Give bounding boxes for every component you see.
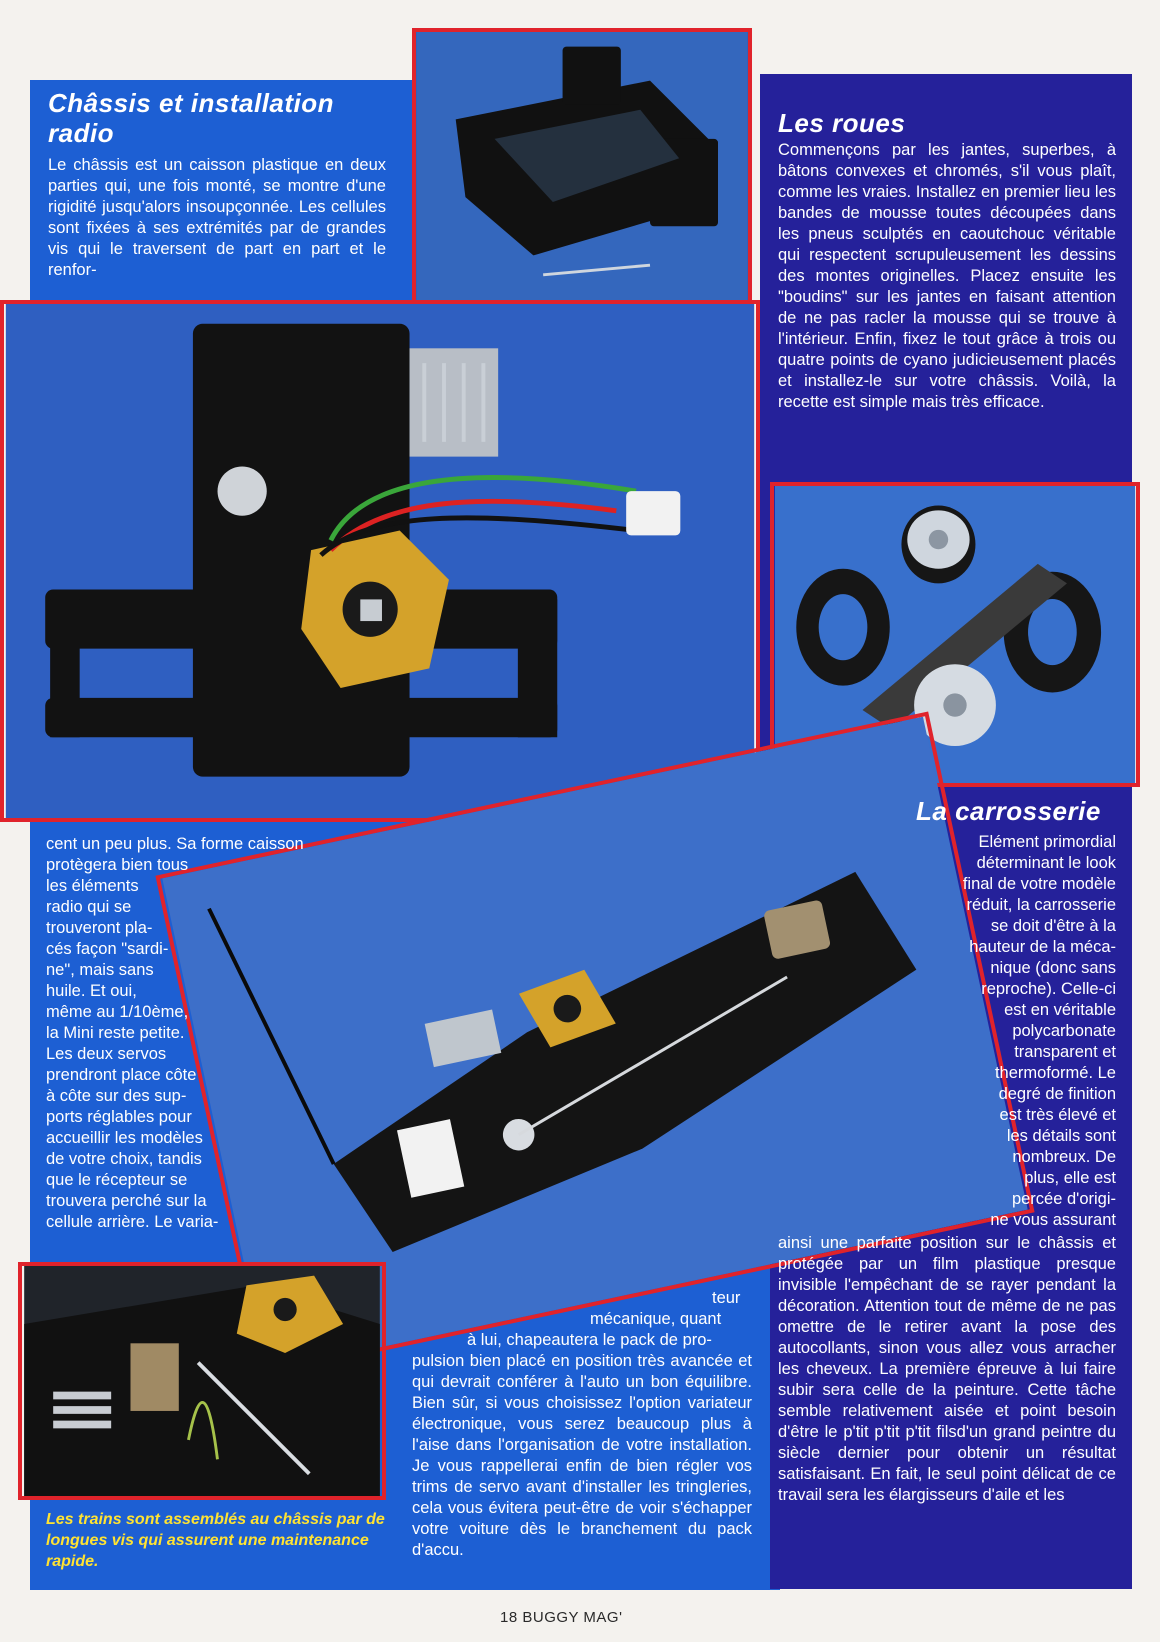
- roues-text: Commençons par les jantes, superbes, à bâtons convexes et chromés, s'il vous plaît, comme les vraies. Installez en premier lieu les bandes de mousse toutes découpées dans les pneus sculptés en caoutchouc véritable qui respectent scrupuleusement les dessins des montes originelles. Placez ensuite les "boudins" sur les jantes en faisant attention de ne pas racler la mousse qui se trouve à l'intérieur. Enfin, fixez le tout grâce à trois ou quatre points de cyano judicieusement placés et installez-le sur votre châssis. Voilà, la recette est simple mais très efficace.: [778, 141, 1116, 411]
- chassis-col-line: huile. Et oui,: [46, 982, 137, 1000]
- chassis-col-line: trouvera perché sur la: [46, 1192, 207, 1210]
- carrosserie-col-line: nombreux. De: [1012, 1148, 1116, 1166]
- chassis-col-line: la Mini reste petite.: [46, 1024, 185, 1042]
- chassis-col-line: Les deux servos: [46, 1045, 167, 1063]
- section-title-roues: Les roues: [778, 108, 906, 138]
- carrosserie-col-line: polycarbonate: [1012, 1022, 1116, 1040]
- chassis-col-line: trouveront pla-: [46, 919, 153, 937]
- carrosserie-col-line: est en véritable: [1004, 1001, 1116, 1019]
- chassis-col-line: de votre choix, tandis: [46, 1150, 202, 1168]
- carrosserie-col-line: transparent et: [1014, 1043, 1116, 1061]
- carrosserie-col-line: est très élevé et: [999, 1106, 1116, 1124]
- chassis-col-line: cés façon "sardi-: [46, 940, 169, 958]
- chassis-text-bottom: [412, 1288, 752, 1561]
- carrosserie-col-line: final de votre modèle: [962, 875, 1116, 893]
- carrosserie-text-bottom: ainsi une parfaite position sur le châssis et protégée par un film plastique presque invisible l'empêchant de se rayer pendant la décoration. Attention tout de même de ne pas omettre de le retirer avant la pose des autocollants, sinon vous allez vous arracher les cheveux. La première épreuve à lui faire subir sera celle de la peinture. Cette tâche semble relativement aisée et point besoin d'être le p'tit p'tit p'tit filsd'un grand peintre du siècle dernier pour obtenir un résultat satisfaisant. En fait, le seul point délicat de ce travail sera les élargisseurs d'aile et les: [778, 1234, 1116, 1504]
- carrosserie-col-line: ne vous assurant: [990, 1211, 1116, 1229]
- chassis-col-line: radio qui se: [46, 898, 132, 916]
- carrosserie-col-line: reproche). Celle-ci: [981, 980, 1116, 998]
- chassis-text-top: Le châssis est un caisson plastique en deux parties qui, une fois monté, se montre d'une rigidité jusqu'alors insoupçonnée. Les cellules sont fixées à ses extrémités par de grandes vis qui le traversent de part en part et le renfor-: [48, 156, 386, 279]
- chassis-col-line: cellule arrière. Le varia-: [46, 1213, 219, 1231]
- chassis-col-line: protègera bien tous: [46, 856, 189, 874]
- photo-chassis-frame: [412, 28, 752, 308]
- carrosserie-col-line: degré de finition: [998, 1085, 1116, 1103]
- chassis-bottom-line: pulsion bien placé en position très avancée et qui devrait conférer à l'auto un bon équilibre. Bien sûr, si vous choisissez l'option variateur électronique, vous serez beaucoup plus à l'aise dans l'organisation de votre installation. Je vous rappellerai enfin de bien régler vos trims de servo avant d'installer les tringleries, cela vous évitera peut-être de voir s'échapper votre voiture dès le branchement du pack d'accu.: [412, 1352, 752, 1559]
- chassis-col-line: prendront place côte: [46, 1066, 197, 1084]
- chassis-col-line: que le récepteur se: [46, 1171, 188, 1189]
- carrosserie-col-line: se doit d'être à la: [990, 917, 1116, 935]
- carrosserie-col-line: réduit, la carrosserie: [966, 896, 1116, 914]
- page-folio: 18 BUGGY MAG': [500, 1609, 623, 1626]
- carrosserie-col-line: les détails sont: [1006, 1127, 1116, 1145]
- carrosserie-col-line: percée d'origi-: [1011, 1190, 1116, 1208]
- carrosserie-text-column: [900, 832, 1116, 1231]
- carrosserie-col-line: plus, elle est: [1024, 1169, 1116, 1187]
- chassis-col-line: ne", mais sans: [46, 961, 154, 979]
- photo-radio-installation: [0, 300, 760, 822]
- chassis-col-line: cent un peu plus. Sa forme caisson: [46, 835, 304, 853]
- carrosserie-col-line: thermoformé. Le: [994, 1064, 1116, 1082]
- chassis-col-line: à côte sur des sup-: [46, 1087, 187, 1105]
- chassis-bottom-line: à lui, chapeautera le pack de pro-: [467, 1331, 712, 1349]
- chassis-col-line: accueillir les modèles: [46, 1129, 203, 1147]
- chassis-col-line: même au 1/10ème,: [46, 1003, 189, 1021]
- section-title-carrosserie: La carrosserie: [916, 796, 1101, 826]
- chassis-bottom-line: teur: [712, 1289, 741, 1307]
- carrosserie-col-line: nique (donc sans: [990, 959, 1116, 977]
- chassis-text-column: [46, 834, 356, 1233]
- chassis-bottom-line: mécanique, quant: [590, 1310, 722, 1328]
- carrosserie-col-line: hauteur de la méca-: [969, 938, 1116, 956]
- carrosserie-col-line: Elément primordial: [978, 833, 1116, 851]
- chassis-col-line: ports réglables pour: [46, 1108, 192, 1126]
- carrosserie-col-line: déterminant le look: [976, 854, 1116, 872]
- photo-caption: Les trains sont assemblés au châssis par de longues vis qui assurent une maintenance rapide.: [46, 1511, 385, 1570]
- chassis-col-line: les éléments: [46, 877, 139, 895]
- photo-front-train: [18, 1262, 386, 1500]
- section-title-chassis: Châssis et installation radio: [48, 88, 335, 148]
